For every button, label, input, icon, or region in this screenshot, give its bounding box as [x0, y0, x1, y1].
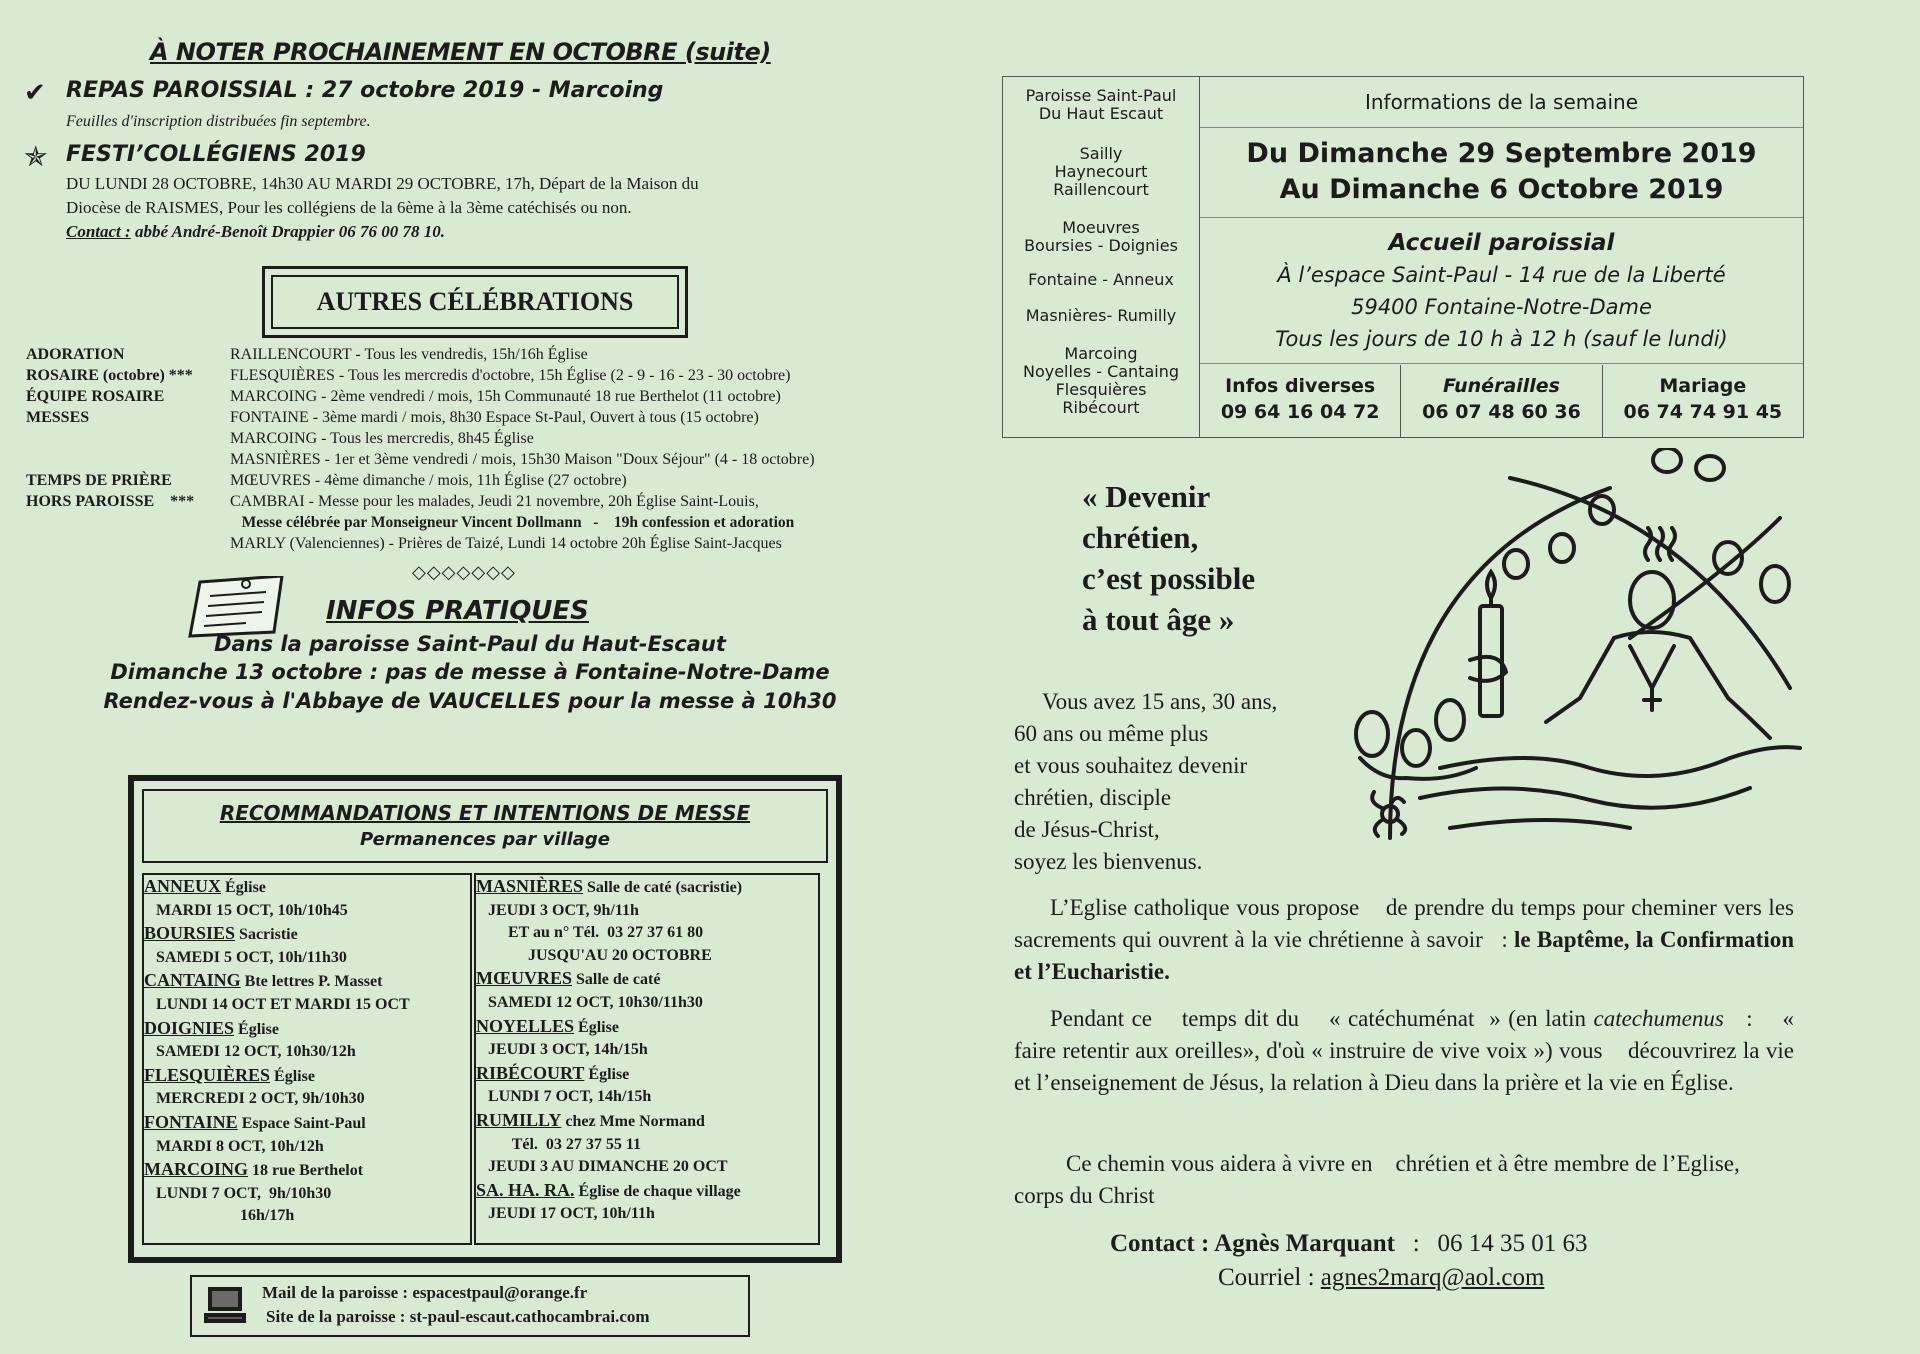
devenir-line: « Devenir	[1082, 479, 1211, 514]
phone-label: Mariage	[1659, 375, 1747, 397]
village-group	[1003, 345, 1199, 417]
reco-title: RECOMMANDATIONS ET INTENTIONS DE MESSE	[219, 801, 751, 825]
intro-paragraph	[1014, 684, 1344, 878]
festi-line-1: DU LUNDI 28 OCTOBRE, 14h30 AU MARDI 29 OCTOBRE, 17h, Départ de la Maison du	[66, 174, 699, 193]
reco-entry	[476, 1109, 818, 1134]
accueil-title: Accueil paroissial	[1388, 230, 1615, 256]
reco-time: LUNDI 7 OCT, 9h/10h30	[156, 1184, 332, 1202]
courriel-link[interactable]: agnes2marq@aol.com	[1320, 1264, 1545, 1291]
reco-entry	[476, 1015, 818, 1040]
intro-line: soyez les bienvenus.	[1014, 849, 1203, 874]
courriel-line	[1218, 1264, 1544, 1292]
reco-time: JEUDI 3 OCT, 14h/15h	[488, 1041, 648, 1059]
cel-label: TEMPS DE PRIÈRE	[26, 472, 172, 489]
village-place: Église	[234, 1020, 279, 1038]
village-place: Église	[221, 879, 266, 896]
reco-subtitle: Permanences par village	[359, 829, 611, 850]
village-line: Masnières- Rumilly	[1025, 306, 1177, 325]
village-name: CANTAING	[144, 970, 241, 991]
accueil-line: Tous les jours de 10 h à 12 h (sauf le lundi)	[1275, 327, 1728, 351]
reco-time: LUNDI 7 OCT, 14h/15h	[488, 1088, 652, 1106]
reco-time: JEUDI 17 OCT, 10h/11h	[488, 1205, 655, 1223]
village-column	[1003, 77, 1200, 437]
reco-entry	[476, 1062, 818, 1087]
cel-label: HORS PAROISSE ***	[26, 493, 195, 510]
village-name: MASNIÈRES	[476, 876, 584, 896]
village-name: SA. HA. RA.	[476, 1179, 575, 1200]
village-group	[1003, 219, 1199, 255]
village-name: FLESQUIÈRES	[144, 1064, 271, 1085]
village-group	[1003, 307, 1199, 325]
village-place: Salle de caté (sacristie)	[583, 879, 743, 896]
catechumenat-text: Pendant ce temps dit du « catéchuménat » (en latin	[1050, 1006, 1594, 1031]
sacraments-text: le Baptême, la Confirmation et l’Eucharistie.	[1014, 927, 1794, 984]
infos-line-3: Rendez-vous à l'Abbaye de VAUCELLES pour la messe à 10h30	[103, 689, 837, 713]
village-line: Fontaine - Anneux	[1028, 270, 1174, 289]
star-icon: ✯	[24, 142, 48, 173]
festi-contact-label: Contact :	[66, 222, 131, 241]
info-header: Informations de la semaine	[1200, 77, 1803, 128]
cel-text: Messe célébrée par Monseigneur Vincent Dollmann - 19h confession et adoration	[230, 514, 795, 531]
reco-entry	[476, 875, 818, 900]
cel-text: MŒUVRES - 4ème dimanche / mois, 11h Église (27 octobre)	[230, 472, 627, 489]
reco-time: SAMEDI 12 OCT, 10h30/11h30	[488, 993, 703, 1011]
infos-line-2: Dimanche 13 octobre : pas de messe à Fontaine-Notre-Dame	[110, 660, 830, 684]
autres-celebrations-box	[262, 266, 688, 338]
reco-entry	[144, 1158, 470, 1183]
eglise-paragraph	[1014, 892, 1800, 988]
cel-text: MASNIÈRES - 1er et 3ème vendredi / mois, 15h30 Maison "Doux Séjour" (4 - 18 octobre)	[230, 451, 815, 468]
cel-text: MARCOING - Tous les mercredis, 8h45 Église	[230, 430, 534, 447]
cel-text: CAMBRAI - Messe pour les malades, Jeudi 21 novembre, 20h Église Saint-Louis,	[230, 493, 759, 510]
village-group	[1003, 87, 1199, 123]
separator-diamonds: ◇◇◇◇◇◇◇	[412, 562, 516, 582]
reco-entry	[144, 1017, 470, 1042]
cel-text: FONTAINE - 3ème mardi / mois, 8h30 Espace St-Paul, Ouvert à tous (15 octobre)	[230, 409, 759, 426]
village-place: Église	[584, 1065, 630, 1083]
phone-label: Infos diverses	[1225, 375, 1376, 397]
reco-time: MARDI 8 OCT, 10h/12h	[156, 1137, 324, 1155]
village-place: Espace Saint-Paul	[237, 1114, 366, 1132]
contact-line	[1110, 1230, 1587, 1258]
village-line: Raillencourt	[1053, 180, 1149, 199]
courriel-label: Courriel :	[1218, 1264, 1321, 1291]
devenir-heading	[1082, 476, 1255, 640]
reco-column-left	[142, 873, 472, 1245]
devenir-line: c’est possible	[1082, 561, 1256, 596]
computer-icon	[202, 1285, 248, 1325]
village-place: Bte lettres P. Masset	[240, 973, 383, 991]
village-line: Sailly	[1079, 144, 1123, 163]
devenir-line: à tout âge »	[1082, 602, 1235, 637]
village-place: Église	[574, 1018, 619, 1036]
site-line: Site de la paroisse : st-paul-escaut.cathocambrai.com	[266, 1307, 650, 1326]
reco-entry	[476, 1179, 818, 1204]
reco-time: Tél. 03 27 37 55 11	[476, 1135, 642, 1153]
contact-name: Contact : Agnès Marquant	[1110, 1230, 1395, 1257]
village-line: Noyelles - Cantaing	[1022, 362, 1180, 381]
village-name: RUMILLY	[476, 1109, 562, 1130]
phone-row	[1200, 365, 1803, 437]
date-range	[1200, 128, 1803, 218]
village-group	[1003, 271, 1199, 289]
village-name: RIBÉCOURT	[476, 1062, 585, 1083]
reco-header	[142, 789, 828, 863]
notepad-icon	[186, 576, 288, 640]
phone-number: 06 07 48 60 36	[1422, 401, 1581, 423]
cel-text: MARLY (Valenciennes) - Prières de Taizé, Lundi 14 octobre 20h Église Saint-Jacques	[230, 535, 782, 552]
intro-line	[1014, 684, 1344, 718]
phone-infos	[1200, 365, 1401, 437]
left-page-title: À NOTER PROCHAINEMENT EN OCTOBRE (suite)	[150, 38, 771, 66]
cel-label: MESSES	[26, 409, 90, 426]
phone-number: 06 74 74 91 45	[1623, 401, 1783, 423]
devenir-line: chrétien,	[1082, 520, 1199, 555]
phone-label: Funérailles	[1442, 375, 1560, 397]
reco-time: MERCREDI 2 OCT, 9h/10h30	[156, 1090, 365, 1108]
village-name: MARCOING	[144, 1159, 248, 1180]
festi-contact	[66, 220, 866, 244]
village-place: 18 rue Berthelot	[248, 1162, 364, 1180]
accueil-block	[1200, 219, 1803, 364]
cel-text: FLESQUIÈRES - Tous les mercredis d'octobre, 15h Église (2 - 9 - 16 - 23 - 30 octobre)	[230, 367, 791, 384]
reco-entry	[144, 922, 470, 947]
phone-funerailles	[1401, 365, 1602, 437]
village-place: Sacristie	[235, 926, 298, 944]
village-name: ANNEUX	[144, 876, 222, 896]
intro-line: de Jésus-Christ,	[1014, 817, 1160, 842]
village-name: FONTAINE	[144, 1111, 238, 1132]
reco-time: LUNDI 14 OCT ET MARDI 15 OCT	[156, 995, 410, 1013]
contact-colon: :	[1412, 1230, 1420, 1257]
baptism-illustration	[1330, 448, 1810, 858]
recommandations-box	[128, 775, 842, 1263]
reco-entry	[144, 1111, 470, 1136]
infos-pratiques-title: INFOS PRATIQUES	[326, 596, 589, 626]
intro-line: 60 ans ou même plus	[1014, 721, 1209, 746]
catechumenat-paragraph	[1014, 1003, 1800, 1099]
accueil-line: À l’espace Saint-Paul - 14 rue de la Liberté	[1277, 263, 1726, 287]
autres-celebrations-title: AUTRES CÉLÉBRATIONS	[271, 275, 679, 329]
repas-note: Feuilles d'inscription distribuées fin septembre.	[66, 113, 371, 130]
village-place: chez Mme Normand	[561, 1112, 705, 1130]
reco-time: JUSQU'AU 20 OCTOBRE	[476, 946, 712, 964]
chemin-paragraph: Ce chemin vous aidera à vivre en chrétien et à être membre de l’Eglise, corps du Christ	[1014, 1151, 1746, 1208]
mail-line: Mail de la paroisse : espacestpaul@orange.fr	[262, 1283, 588, 1302]
reco-time: MARDI 15 OCT, 10h/10h45	[156, 901, 348, 919]
village-line: Moeuvres	[1062, 218, 1140, 237]
intro-line: chrétien, disciple	[1014, 785, 1172, 810]
date-line-2: Au Dimanche 6 Octobre 2019	[1279, 174, 1724, 205]
village-line: Haynecourt	[1054, 162, 1148, 181]
reco-entry	[144, 1064, 470, 1089]
date-line-1: Du Dimanche 29 Septembre 2019	[1246, 138, 1757, 169]
village-line: Paroisse Saint-Paul	[1025, 86, 1177, 105]
phone-mariage	[1603, 365, 1803, 437]
village-line: Ribécourt	[1062, 398, 1140, 417]
village-line: Du Haut Escaut	[1038, 104, 1164, 123]
reco-entry	[144, 875, 470, 900]
phone-number: 09 64 16 04 72	[1220, 401, 1380, 423]
festi-contact-text: abbé André-Benoît Drappier 06 76 00 78 10.	[130, 222, 446, 241]
reco-time: JEUDI 3 OCT, 9h/11h	[488, 901, 639, 919]
catechumenus-word: catechumenus	[1593, 1006, 1724, 1031]
village-line: Flesquières	[1055, 380, 1147, 399]
village-place: Église de chaque village	[574, 1182, 741, 1200]
cel-text: MARCOING - 2ème vendredi / mois, 15h Communauté 18 rue Berthelot (11 octobre)	[230, 388, 781, 405]
repas-title: REPAS PAROISSIAL : 27 octobre 2019 - Marcoing	[66, 78, 664, 103]
cel-label: ÉQUIPE ROSAIRE	[26, 388, 165, 405]
village-name: DOIGNIES	[144, 1017, 235, 1038]
village-name: NOYELLES	[476, 1015, 575, 1036]
infos-line-1: Dans la paroisse Saint-Paul du Haut-Escaut	[214, 632, 726, 656]
village-name: MŒUVRES	[476, 968, 573, 989]
reco-time: ET au n° Tél. 03 27 37 61 80	[476, 924, 704, 942]
reco-time: JEUDI 3 AU DIMANCHE 20 OCT	[488, 1158, 728, 1176]
catechumenat-text-2: : « faire retentir aux oreilles», d'où « instruire de vive voix ») vous découvrirez la vie et l’enseignement de Jésus, la relation à Dieu dans la prière et la vie en Église.	[1014, 1006, 1800, 1095]
eglise-text: L’Eglise catholique vous propose de prendre du temps pour cheminer vers les sacrements qui ouvrent à la vie chrétienne à savoir :	[1014, 895, 1800, 952]
village-line: Boursies - Doignies	[1024, 236, 1178, 255]
accueil-line: 59400 Fontaine-Notre-Dame	[1351, 295, 1652, 319]
village-name: BOURSIES	[144, 923, 236, 944]
reco-entry	[476, 967, 818, 992]
village-group	[1003, 145, 1199, 199]
festi-line-2: Diocèse de RAISMES, Pour les collégiens de la 6ème à la 3ème catéchisés ou non.	[66, 198, 632, 217]
reco-entry	[144, 969, 470, 994]
village-place: Salle de caté	[572, 971, 661, 989]
reco-time: SAMEDI 5 OCT, 10h/11h30	[156, 948, 347, 966]
contact-web-box	[190, 1275, 750, 1337]
contact-phone: 06 14 35 01 63	[1437, 1230, 1588, 1257]
village-line: Marcoing	[1064, 344, 1138, 363]
reco-column-right	[474, 873, 820, 1245]
checkmark-icon: ✔	[24, 78, 46, 107]
festi-title: FESTI’COLLÉGIENS 2019	[66, 142, 366, 167]
reco-time: SAMEDI 12 OCT, 10h30/12h	[156, 1043, 356, 1061]
intro-line: et vous souhaitez devenir	[1014, 753, 1248, 778]
cel-text: RAILLENCOURT - Tous les vendredis, 15h/16h Église	[230, 346, 588, 363]
reco-time: 16h/17h	[156, 1207, 295, 1225]
parish-info-frame	[1002, 76, 1804, 438]
intro-line-text: Vous avez 15 ans, 30 ans,	[1042, 689, 1278, 714]
village-place: Église	[270, 1067, 315, 1085]
cel-label: ROSAIRE (octobre) ***	[26, 367, 193, 384]
cel-label: ADORATION	[26, 346, 125, 363]
